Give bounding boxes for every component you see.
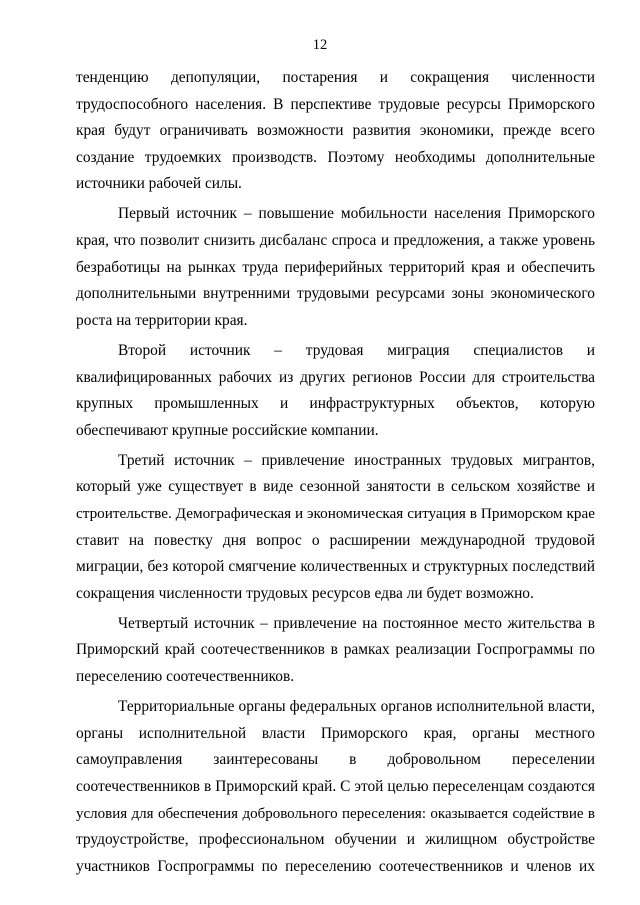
- text-line: условия для обеспечения добровольного переселения: оказывается содействие в: [76, 805, 595, 822]
- text-line: края будут ограничивать возможности развития экономики, прежде всего: [76, 122, 595, 140]
- text-line: обеспечивают крупные российские компании.: [76, 421, 379, 439]
- paragraph: [76, 338, 595, 444]
- text-line: Первый источник – повышение мобильности населения Приморского: [118, 205, 595, 223]
- text-line: Территориальные органы федеральных органов исполнительной власти,: [118, 698, 595, 716]
- page-number: 12: [312, 37, 328, 53]
- text-line: трудоспособного населения. В перспективе трудовые ресурсы Приморского: [76, 95, 595, 113]
- text-line: миграции, без которой смягчение количественных и структурных последствий: [76, 558, 595, 576]
- text-line: Приморский край соотечественников в рамках реализации Госпрограммы по: [76, 641, 595, 659]
- paragraph: [76, 611, 595, 691]
- document-body: [76, 65, 595, 880]
- text-line: безработицы на рынках труда периферийных территорий края и обеспечить: [76, 258, 595, 276]
- text-line: ставит на повестку дня вопрос о расширении международной трудовой: [76, 531, 595, 549]
- text-line: тенденцию депопуляции, постарения и сокращения численности: [76, 69, 595, 86]
- text-line: строительстве. Демографическая и экономическая ситуация в Приморском крае: [76, 505, 595, 522]
- text-line: трудоустройстве, профессиональном обучении и жилищном обустройстве: [76, 831, 595, 849]
- text-line: сокращения численности трудовых ресурсов едва ли будет возможно.: [76, 584, 534, 602]
- text-line: крупных промышленных и инфраструктурных объектов, которую: [76, 395, 595, 413]
- paragraph: [76, 201, 595, 334]
- text-line: участников Госпрограммы по переселению соотечественников и членов их: [76, 857, 595, 875]
- text-line: Третий источник – привлечение иностранных трудовых мигрантов,: [118, 451, 595, 469]
- text-line: роста на территории края.: [76, 311, 248, 329]
- text-line: органы исполнительной власти Приморского края, органы местного: [76, 724, 595, 742]
- text-line: дополнительными внутренними трудовыми ресурсами зоны экономического: [76, 285, 595, 303]
- text-line: соотечественников в Приморский край. С этой целью переселенцам создаются: [76, 777, 595, 795]
- text-line: Второй источник – трудовая миграция специалистов и: [118, 341, 595, 359]
- text-line: квалифицированных рабочих из других регионов России для строительства: [76, 368, 595, 386]
- text-line: Четвертый источник – привлечение на постоянное место жительства в: [118, 614, 595, 632]
- text-line: источники рабочей силы.: [76, 175, 242, 193]
- paragraph: [76, 448, 595, 608]
- text-line: самоуправления заинтересованы в добровольном переселении: [76, 751, 595, 769]
- text-line: создание трудоемких производств. Поэтому необходимы дополнительные: [76, 148, 595, 166]
- paragraph: [76, 65, 595, 198]
- text-line: который уже существует в виде сезонной занятости в сельском хозяйстве и: [76, 478, 595, 496]
- text-line: края, что позволит снизить дисбаланс спроса и предложения, а также уровень: [76, 232, 595, 250]
- paragraph: [76, 694, 595, 880]
- text-line: переселению соотечественников.: [76, 668, 295, 686]
